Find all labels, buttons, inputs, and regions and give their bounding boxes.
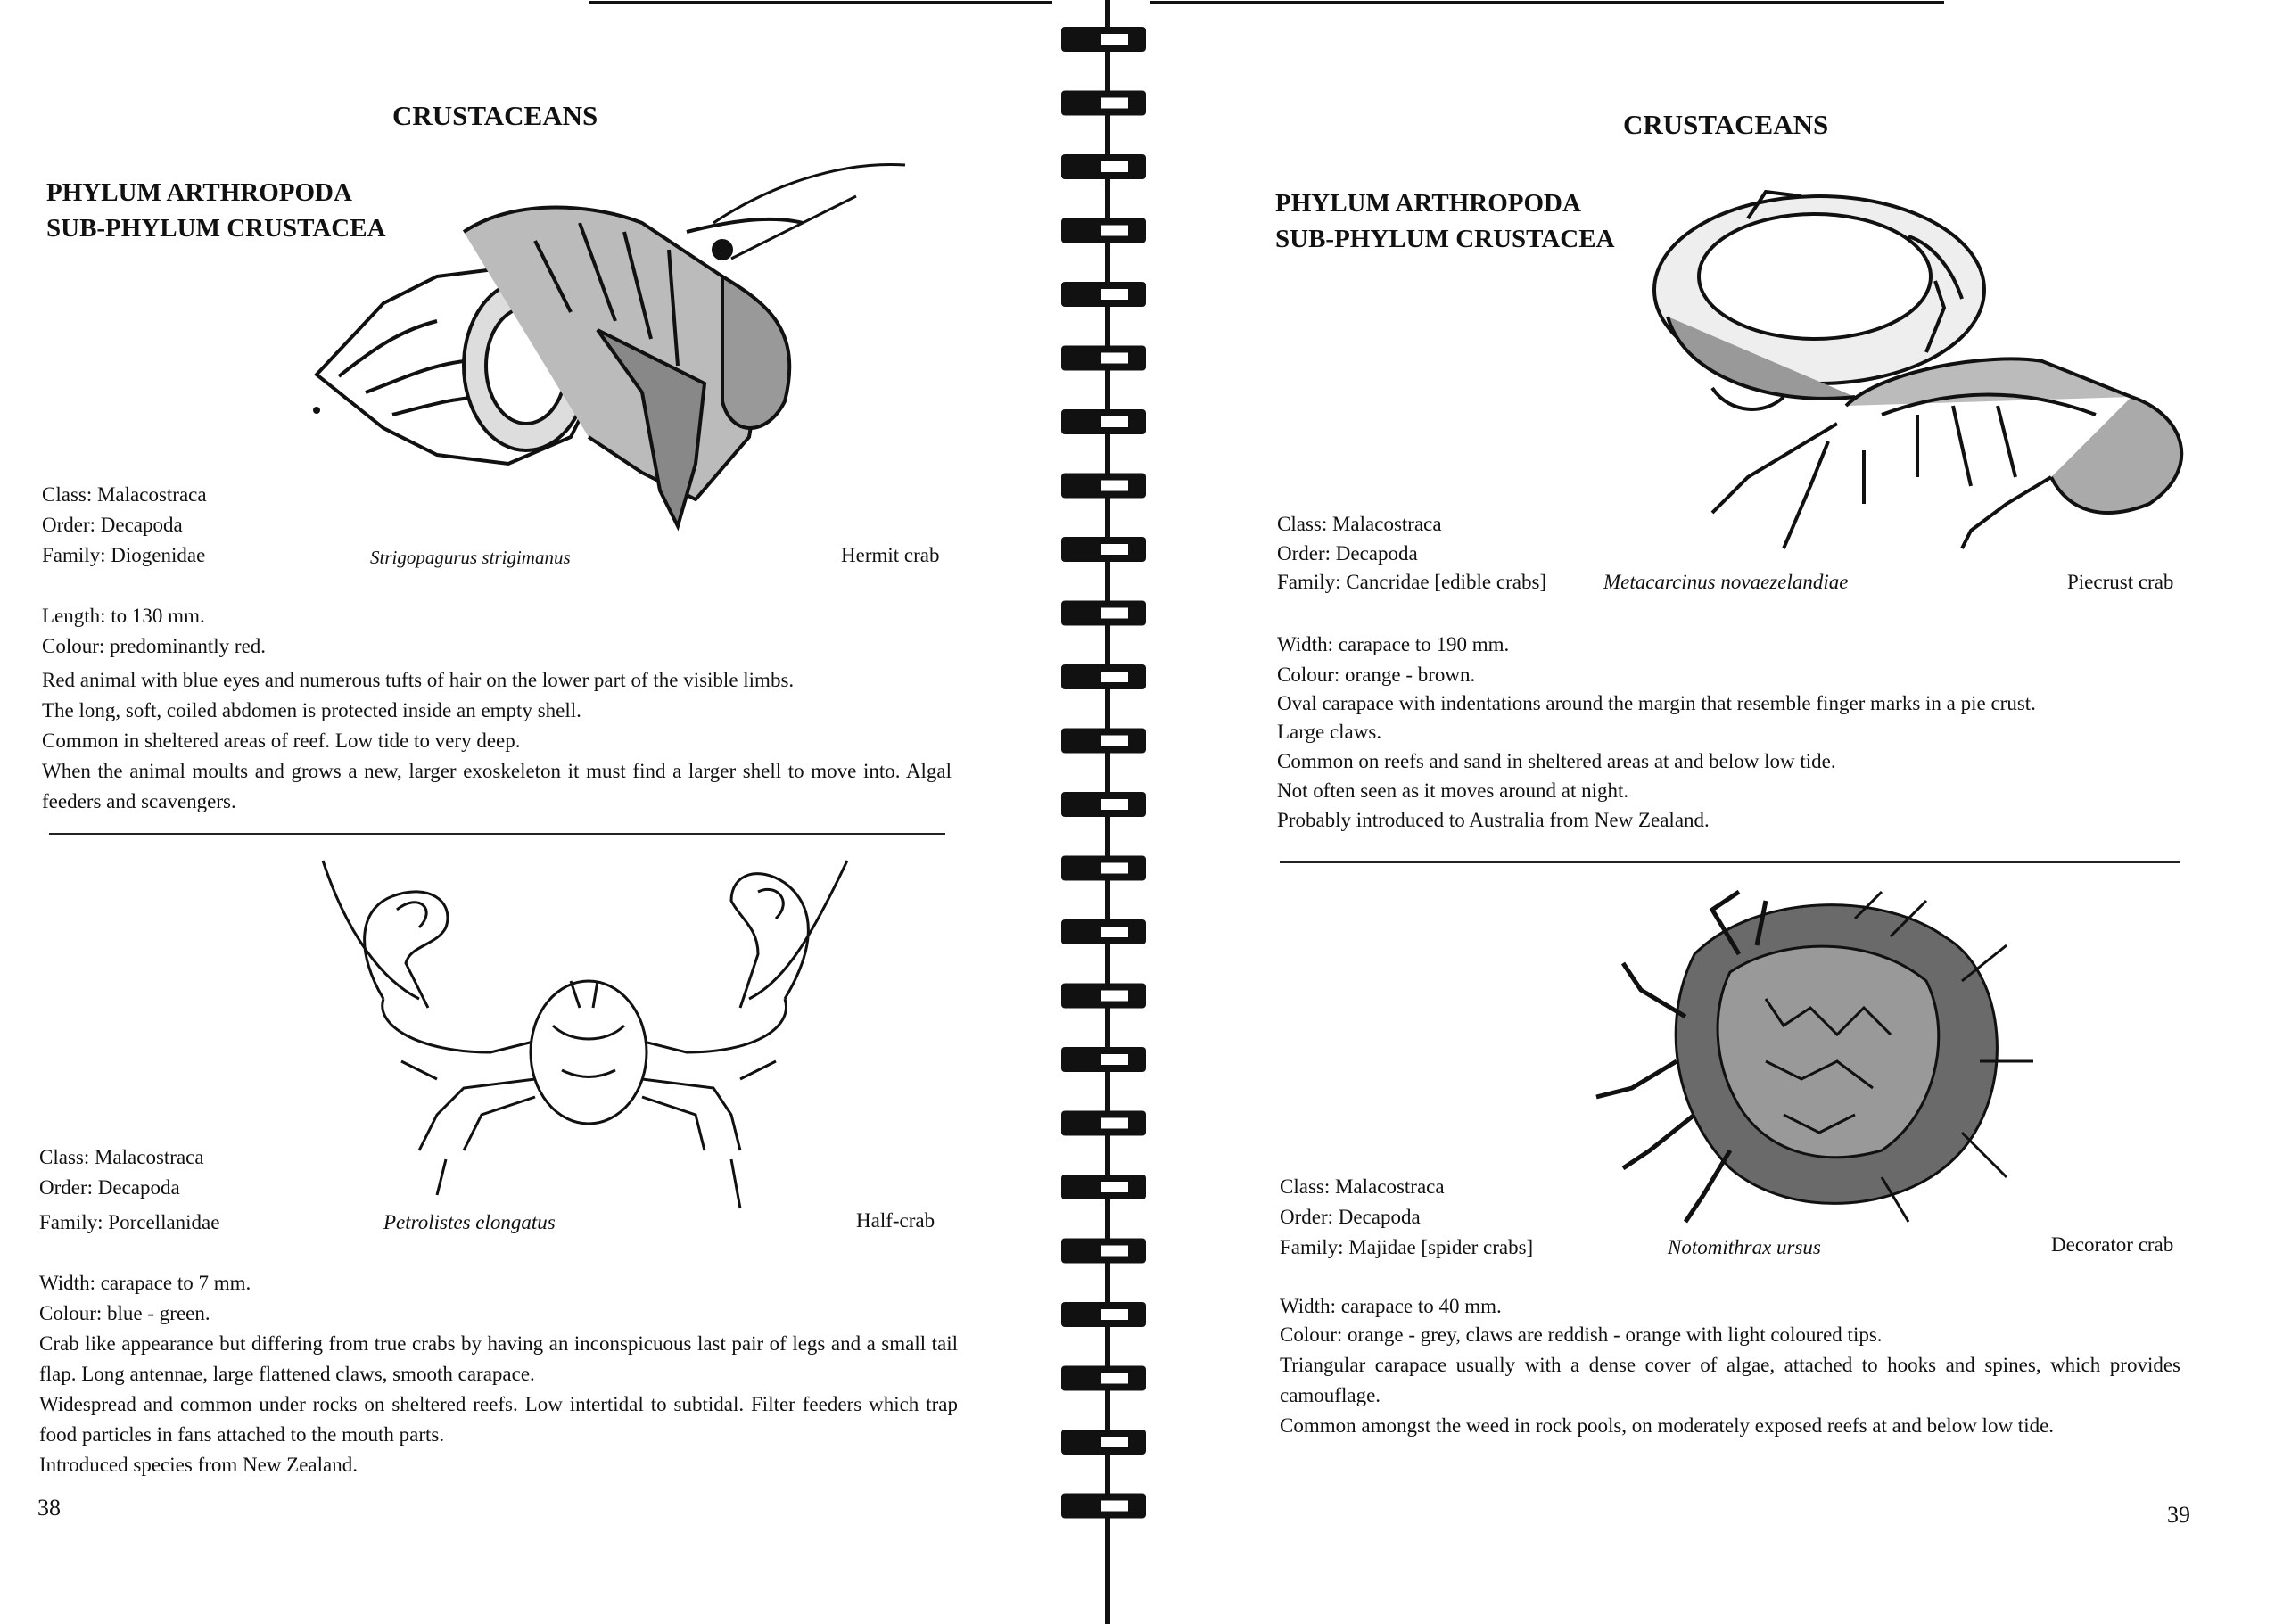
- page-number: 38: [37, 1495, 61, 1521]
- spiral-hole: [1101, 1182, 1128, 1192]
- entry4-class: Class: Malacostraca: [1280, 1175, 1445, 1198]
- entry2-class: Class: Malacostraca: [39, 1146, 204, 1168]
- entry1-description-line3: Common in sheltered areas of reef. Low tide to very deep.: [42, 730, 521, 752]
- spiral-hole: [1101, 544, 1128, 555]
- entry1-common-name: Hermit crab: [841, 544, 940, 566]
- spiral-hole: [1101, 799, 1128, 810]
- decorator-crab-illustration: [1587, 883, 2140, 1240]
- spiral-hole: [1101, 161, 1128, 172]
- entry3-description-line3: Common on reefs and sand in sheltered areas at and below low tide.: [1277, 750, 1836, 772]
- spiral-hole: [1101, 98, 1128, 109]
- piecrust-crab-illustration: [1614, 183, 2203, 557]
- spiral-hole: [1101, 863, 1128, 874]
- entry3-size: Width: carapace to 190 mm.: [1277, 633, 1510, 655]
- entry4-common-name: Decorator crab: [2051, 1233, 2174, 1256]
- spiral-hole: [1101, 1118, 1128, 1129]
- entry1-scientific-name: Strigopagurus strigimanus: [370, 547, 571, 568]
- entry3-description-line5: Probably introduced to Australia from New Zealand.: [1277, 809, 1710, 831]
- entry2-order: Order: Decapoda: [39, 1176, 180, 1199]
- entry3-order: Order: Decapoda: [1277, 542, 1418, 565]
- entry1-order: Order: Decapoda: [42, 514, 183, 536]
- spiral-hole: [1101, 416, 1128, 427]
- page-heading-right: CRUSTACEANS: [1623, 109, 1829, 140]
- spiral-hole: [1101, 991, 1128, 1002]
- entry1-size: Length: to 130 mm.: [42, 605, 205, 627]
- spiral-binding: [1052, 0, 1150, 1624]
- entry2-common-name: Half-crab: [856, 1209, 935, 1232]
- page-number-right: 39: [2167, 1502, 2190, 1528]
- spiral-hole: [1101, 1437, 1128, 1447]
- entry4-scientific-name: Notomithrax ursus: [1668, 1236, 1821, 1258]
- spiral-hole: [1101, 927, 1128, 937]
- entry4-colour: Colour: orange - grey, claws are reddish - orange with light coloured tips.: [1280, 1323, 1883, 1346]
- entry1-description-line1: Red animal with blue eyes and numerous tufts of hair on the lower part of the visible limbs.: [42, 669, 795, 691]
- entry4-description-line1: Triangular carapace usually with a dense cover of algae, attached to hooks and spines, which provides camouflage.: [1280, 1354, 2180, 1406]
- entry1-family: Family: Diogenidae: [42, 544, 206, 566]
- entry1-description-line4: When the animal moults and grows a new, larger exoskeleton it must find a larger shell to move into. Algal feeders and scavengers.: [42, 760, 952, 812]
- entry1-description-line2: The long, soft, coiled abdomen is protected inside an empty shell.: [42, 699, 581, 721]
- spiral-hole: [1101, 1309, 1128, 1320]
- entry3-description-line2: Large claws.: [1277, 721, 1382, 743]
- entry1-class: Class: Malacostraca: [42, 483, 207, 506]
- entry2-description-line2: Widespread and common under rocks on sheltered reefs. Low intertidal to subtidal. Filter feeders which trap food particles in fans attached to the mouth parts.: [39, 1393, 958, 1446]
- left-page: [0, 0, 1052, 1624]
- subphylum-title: SUB-PHYLUM CRUSTACEA: [46, 214, 386, 243]
- entry3-description-line1: Oval carapace with indentations around the margin that resemble finger marks in a pie crust.: [1277, 692, 2036, 714]
- top-edge-rule-right: [1150, 1, 1944, 4]
- spiral-hole: [1101, 608, 1128, 619]
- entry3-scientific-name: Metacarcinus novaezelandiae: [1603, 571, 1849, 593]
- entry2-family: Family: Porcellanidae: [39, 1211, 220, 1233]
- entry2-description-line1: Crab like appearance but differing from true crabs by having an inconspicuous last pair of legs and a small tail flap. Long antennae, large flattened claws, smooth carapace.: [39, 1332, 958, 1385]
- spiral-hole: [1101, 672, 1128, 682]
- spiral-hole: [1101, 1246, 1128, 1257]
- entry-divider: [49, 833, 945, 835]
- entry2-description-line3: Introduced species from New Zealand.: [39, 1454, 358, 1476]
- entry4-order: Order: Decapoda: [1280, 1206, 1421, 1228]
- half-crab-illustration: [312, 856, 865, 1213]
- phylum-title: PHYLUM ARTHROPODA: [46, 178, 352, 207]
- entry2-size: Width: carapace to 7 mm.: [39, 1272, 251, 1294]
- spiral-hole: [1101, 481, 1128, 491]
- entry4-family: Family: Majidae [spider crabs]: [1280, 1236, 1534, 1258]
- hermit-crab-illustration: [303, 169, 910, 544]
- spiral-hole: [1101, 736, 1128, 746]
- entry3-colour: Colour: orange - brown.: [1277, 664, 1476, 686]
- subphylum-title-right: SUB-PHYLUM CRUSTACEA: [1275, 225, 1615, 253]
- spiral-hole: [1101, 1501, 1128, 1512]
- entry1-colour: Colour: predominantly red.: [42, 635, 267, 657]
- entry4-description-line2: Common amongst the weed in rock pools, on moderately exposed reefs at and below low tide.: [1280, 1414, 2055, 1437]
- spiral-hole: [1101, 289, 1128, 300]
- spiral-hole: [1101, 34, 1128, 45]
- top-edge-rule: [589, 1, 1052, 4]
- right-page: [1150, 0, 2283, 1624]
- phylum-title-right: PHYLUM ARTHROPODA: [1275, 189, 1581, 218]
- spiral-hole: [1101, 353, 1128, 364]
- entry-divider-right: [1280, 861, 2180, 863]
- entry2-colour: Colour: blue - green.: [39, 1302, 210, 1324]
- entry2-scientific-name: Petrolistes elongatus: [383, 1211, 556, 1233]
- entry3-common-name: Piecrust crab: [2067, 571, 2174, 593]
- entry4-size: Width: carapace to 40 mm.: [1280, 1295, 1502, 1317]
- entry3-description-line4: Not often seen as it moves around at night.: [1277, 779, 1629, 802]
- entry3-family: Family: Cancridae [edible crabs]: [1277, 571, 1547, 593]
- spiral-hole: [1101, 226, 1128, 236]
- spiral-hole: [1101, 1054, 1128, 1065]
- spiral-hole: [1101, 1373, 1128, 1384]
- entry3-class: Class: Malacostraca: [1277, 513, 1442, 535]
- page-heading: CRUSTACEANS: [392, 100, 598, 131]
